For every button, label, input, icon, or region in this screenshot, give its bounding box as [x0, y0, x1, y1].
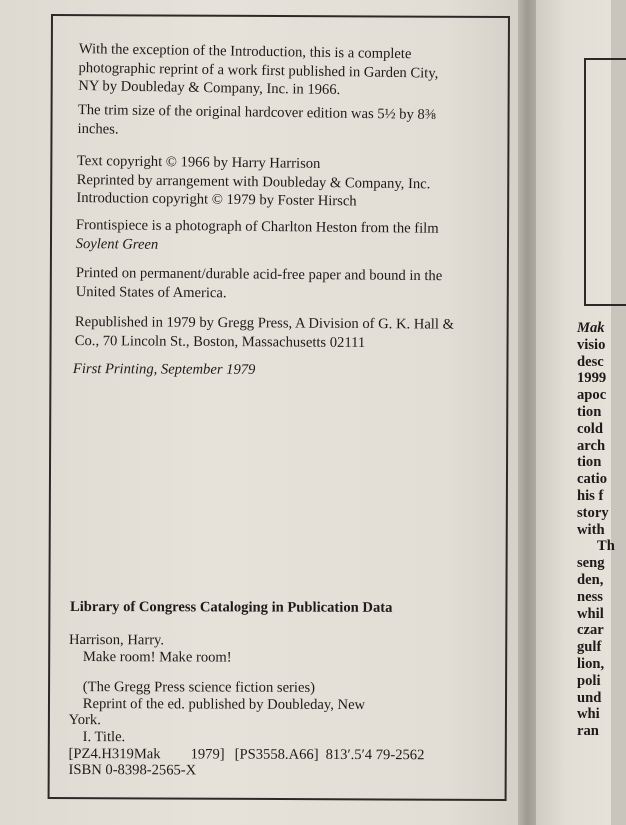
- cip-class-part: [PS3558.A66]: [234, 746, 319, 763]
- right-page-line: visio: [577, 336, 606, 353]
- cip-heading: [70, 598, 392, 617]
- right-page-line: apoc: [577, 387, 607, 404]
- right-page-line: gulf: [577, 639, 602, 656]
- right-page-line: ran: [577, 723, 599, 740]
- first-printing-line: First Printing, September 1979: [72, 361, 256, 378]
- trim-size-note: [77, 101, 435, 143]
- intro-note-line: photographic reprint of a work first published in Garden City,: [78, 59, 439, 82]
- paper-line: Printed on permanent/durable acid-free paper and bound in the: [75, 264, 443, 285]
- right-page-line: tion: [577, 403, 602, 420]
- right-page-frame: [584, 58, 626, 306]
- paper-note: [76, 264, 443, 304]
- right-page-text: [577, 320, 615, 740]
- right-page-line: arch: [577, 437, 606, 454]
- right-page-line: czar: [577, 622, 604, 639]
- paper-line: United States of America.: [75, 283, 227, 301]
- book-gutter: [518, 0, 538, 825]
- right-page-line: story: [577, 504, 609, 521]
- right-page-line: ness: [577, 588, 603, 605]
- right-page-line: und: [577, 689, 602, 706]
- cip-author: Harrison, Harry.: [68, 632, 165, 649]
- right-page-line: catio: [577, 471, 607, 488]
- cip-subject: I. Title.: [82, 729, 126, 746]
- cip-classification: [69, 746, 425, 764]
- right-page-line: seng: [577, 555, 605, 572]
- right-page-line: Th: [597, 538, 615, 555]
- right-page-line: with: [577, 521, 605, 538]
- cip-heading-text: Library of Congress Cataloging in Publication Data: [69, 599, 393, 616]
- right-page-line: poli: [577, 672, 601, 689]
- copyright-line: Reprinted by arrangement with Doubleday & Company, Inc.: [76, 171, 431, 192]
- right-page-line: cold: [577, 420, 603, 437]
- cip-record: [68, 632, 424, 780]
- copyright-line: Text copyright © 1966 by Harry Harrison: [76, 152, 321, 172]
- republished-line: Republished in 1979 by Gregg Press, A Division of G. K. Hall &: [74, 313, 455, 333]
- cip-isbn: ISBN 0-8398-2565-X: [68, 762, 197, 779]
- right-page-line: den,: [577, 571, 604, 588]
- intro-note-line: With the exception of the Introduction, this is a complete: [78, 40, 412, 63]
- republished-note: [75, 313, 454, 353]
- intro-note: [78, 40, 439, 101]
- cip-spacer: [69, 665, 425, 680]
- right-page-line: Mak: [577, 320, 605, 336]
- cip-title: Make room! Make room!: [82, 648, 232, 666]
- right-page-line: lion,: [577, 655, 605, 672]
- film-title: Soylent Green: [75, 235, 159, 253]
- copyright-line: Introduction copyright © 1979 by Foster Hirsch: [76, 190, 357, 210]
- right-page-line: desc: [577, 353, 604, 370]
- right-page-line: whil: [577, 605, 604, 622]
- right-page-line: tion: [577, 454, 602, 471]
- cip-series: (The Gregg Press science fiction series): [82, 679, 316, 697]
- frontispiece-note: [76, 216, 439, 257]
- right-page-line: whi: [577, 706, 600, 723]
- frontispiece-line: Frontispiece is a photograph of Charlton Heston from the film: [75, 216, 439, 237]
- cip-class-part: 813′.5′4 79-2562: [325, 746, 425, 763]
- cip-reprint-line: Reprint of the ed. published by Doubleday, New: [82, 695, 366, 713]
- cip-reprint-line: York.: [68, 712, 101, 729]
- trim-size-line: The trim size of the original hardcover edition was 5½ by 8⅜: [77, 101, 436, 123]
- copyright-block: [76, 152, 430, 212]
- intro-note-line: NY by Doubleday & Company, Inc. in 1966.: [78, 78, 341, 99]
- republished-line: Co., 70 Lincoln St., Boston, Massachusetts 02111: [74, 332, 366, 351]
- right-page-line: his f: [577, 487, 604, 504]
- trim-size-line: inches.: [77, 120, 119, 138]
- first-printing: [73, 360, 256, 380]
- cip-class-part: [PZ4.H319Mak: [68, 745, 161, 762]
- cip-class-part: 1979]: [190, 745, 225, 763]
- right-page-line: 1999: [577, 370, 607, 387]
